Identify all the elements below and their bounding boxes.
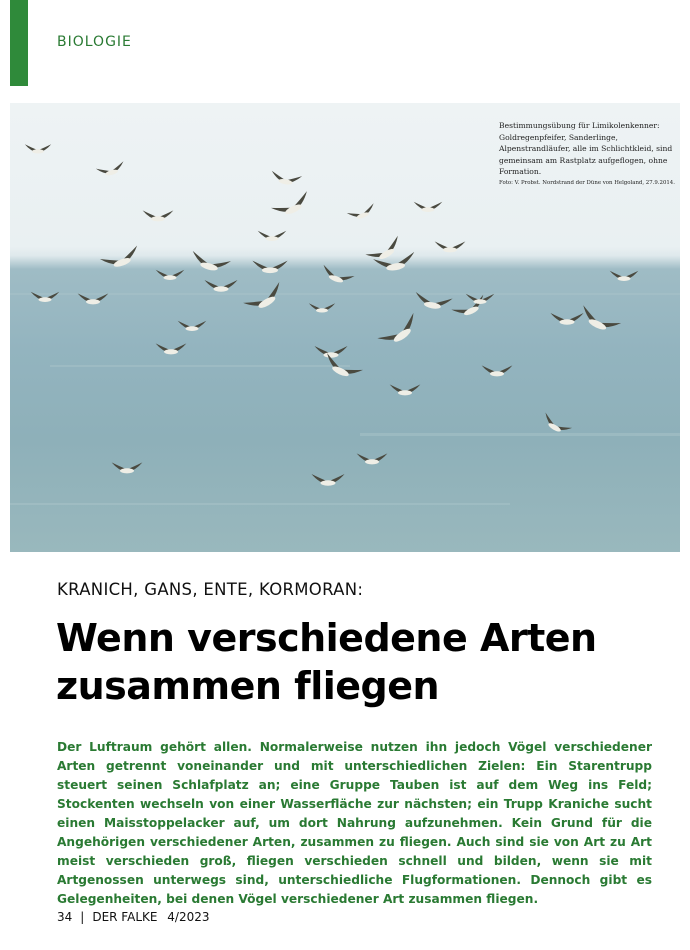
article-headline: Wenn verschiedene Arten zusammen fliegen	[56, 616, 597, 708]
footer-separator: |	[80, 910, 85, 924]
page-footer	[57, 910, 216, 924]
caption-text: Bestimmungsübung für Limikolenkenner: Goldregenpfeifer, Sanderlinge, Alpenstrandläufer, alle im Schlichtkleid, sind gemeinsam am Rastplatz aufgeflogen, ohne Formation.	[499, 121, 673, 176]
page-number: 34	[57, 910, 73, 924]
magazine-name: DER FALKE	[92, 910, 158, 924]
photo-credit: Foto: V. Probst. Nordstrand der Düne von Helgoland, 27.9.2014.	[499, 179, 675, 186]
water-texture	[10, 293, 680, 505]
photo-caption	[499, 120, 677, 188]
article-lead: Der Luftraum gehört allen. Normalerweise nutzen ihn jedoch Vögel verschiedener Arten getrennt voneinander und mit unterschiedlichen Zielen: Ein Starentrupp steuert seinen Schlafplatz an; eine Gruppe Tauben ist auf dem Weg ins Feld; Stockenten wechseln von einer Wasserfläche zur nächsten; ein Trupp Kraniche sucht einen Maisstoppelacker auf, um dort Nahrung aufzunehmen. Kein Grund für die Angehörigen verschiedener Arten, zusammen zu fliegen. Auch sind sie von Art zu Art meist verschieden groß, fliegen verschieden schnell und bilden, wenn sie mit Artgenossen unterwegs sind, unterschiedliche Flugformationen. Dennoch gibt es Gelegenheiten, bei denen Vögel verschiedener Art zusammen fliegen.	[57, 740, 652, 906]
issue-number: 4/2023	[167, 910, 210, 924]
section-label: BIOLOGIE	[57, 34, 132, 50]
bird-flock-photo	[10, 103, 680, 552]
section-accent-bar	[10, 0, 28, 86]
article-kicker: KRANICH, GANS, ENTE, KORMORAN:	[57, 580, 364, 599]
